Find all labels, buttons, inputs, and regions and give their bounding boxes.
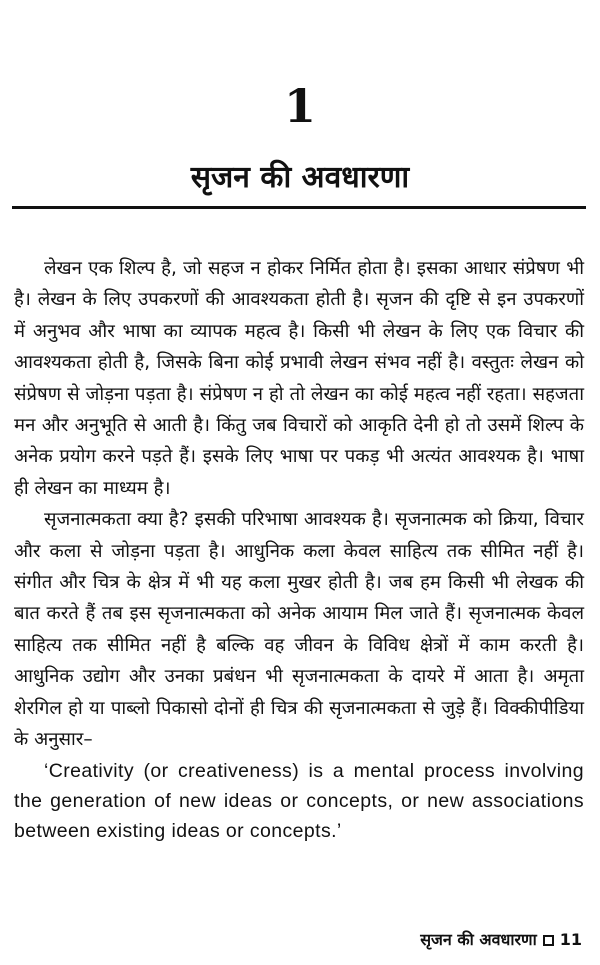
paragraph: लेखन एक शिल्प है, जो सहज न होकर निर्मित होता है। इसका आधार संप्रेषण भी है। लेखन के लिए उपकरणों की आवश्यकता होती है। सृजन की दृष्टि से इन उपकरणों में अनुभव और भाषा का व्यापक महत्व है। किसी भी लेखन के लिए एक विचार की आवश्यकता होती है, जिसके बिना कोई प्रभावी लेखन संभव नहीं है। वस्तुतः लेखन को संप्रेषण से जोड़ना पड़ता है। संप्रेषण न हो तो लेखन का कोई महत्व नहीं रहता। सहजता मन और अनुभूति से आती है। किंतु जब विचारों को आकृति देनी हो तो उसमें शिल्प के अनेक प्रयोग करने पड़ते हैं। इसके लिए भाषा पर पकड़ भी अत्यंत आवश्यक है। भाषा ही लेखन का माध्यम है।: [14, 258, 584, 499]
chapter-number: 1: [283, 79, 316, 133]
body-text: [14, 253, 584, 846]
quote-paragraph: ‘Creativity (or creativeness) is a mental process involving the generation of new ideas or concepts, or new associations between existing ideas or concepts.’: [14, 759, 584, 842]
page-number: 11: [559, 930, 582, 949]
paragraph: सृजनात्मकता क्या है? इसकी परिभाषा आवश्यक है। सृजनात्मक को क्रिया, विचार और कला से जोड़ना पड़ता है। आधुनिक कला केवल साहित्य तक सीमित नहीं है। संगीत और चित्र के क्षेत्र में भी यह कला मुखर होती है। जब हम किसी भी लेखक की बात करते हैं तब इस सृजनात्मकता को अनेक आयाम मिल जाते हैं। सृजनात्मक केवल साहित्य तक सीमित नहीं है बल्कि वह जीवन के विविध क्षेत्रों में काम करती है। आधुनिक उद्योग और उनका प्रबंधन भी सृजनात्मकता के दायरे में आता है। अमृता शेरगिल हो या पाब्लो पिकासो दोनों ही चित्र की सृजनात्मकता से जुड़े हैं। विक्कीपीडिया के अनुसार–: [14, 509, 584, 751]
square-box-icon: [543, 935, 554, 946]
chapter-title: सृजन की अवधारणा: [190, 160, 410, 195]
running-title: सृजन की अवधारणा: [420, 930, 537, 949]
page-footer: [420, 929, 582, 951]
title-divider: [12, 206, 586, 209]
